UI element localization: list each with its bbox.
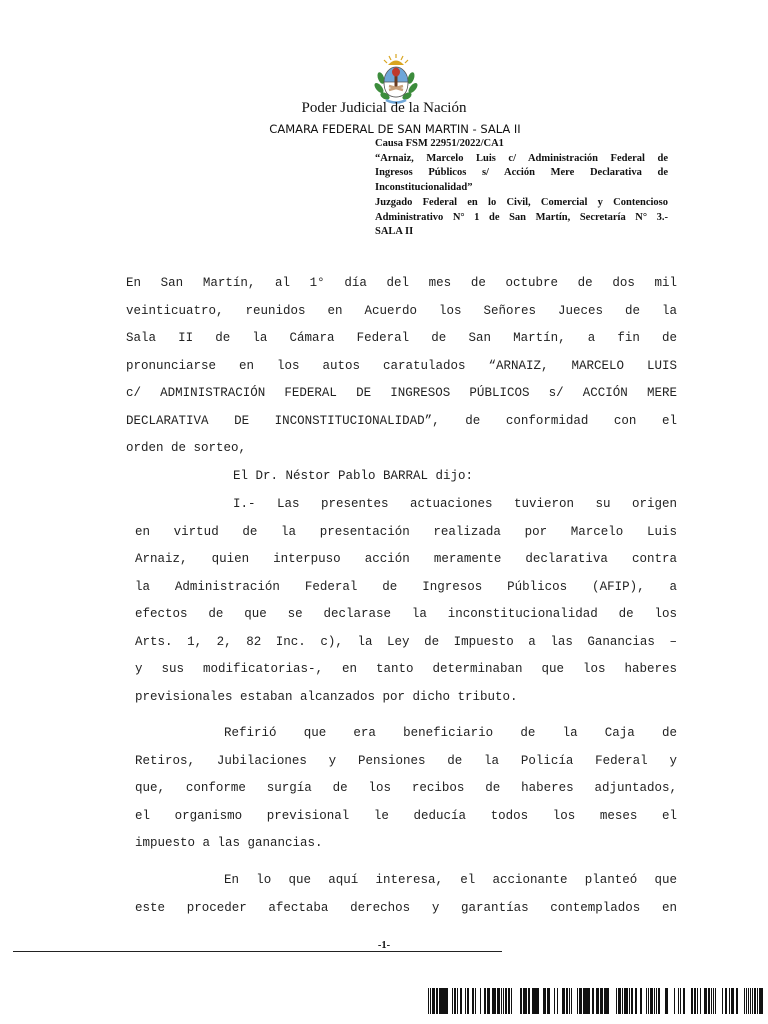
chamber-line: SALA II [375, 226, 414, 238]
paragraph-beneficiary [135, 720, 677, 858]
text-line: I.- Las presentes actuaciones tuvieron su origen [233, 497, 677, 511]
text-line: que, conforme surgía de los recibos de haberes adjuntados, [135, 781, 677, 795]
barcode-icon [428, 988, 763, 1014]
institution-title: Poder Judicial de la Nación [301, 100, 467, 116]
case-number: Causa FSM 22951/2022/CA1 [375, 138, 504, 149]
text-line: veinticuatro, reunidos en Acuerdo los Señores Jueces de la [126, 303, 677, 318]
case-caption-line: Inconstitucionalidad” [375, 182, 473, 194]
text-line: pronunciarse en los autos caratulados “ARNAIZ, MARCELO LUIS [126, 358, 677, 373]
text-line: Arnaiz, quien interpuso acción meramente declarativa contra [135, 552, 677, 566]
case-caption-line: Ingresos Públicos s/ Acción Mere Declarativa de [375, 167, 668, 179]
text-line: y sus modificatorias-, en tanto determinaban que los haberes [135, 662, 677, 676]
text-line: la Administración Federal de Ingresos Públicos (AFIP), a [135, 579, 677, 594]
text-line: en virtud de la presentación realizada por Marcelo Luis [135, 524, 677, 539]
coat-of-arms-icon [372, 52, 420, 106]
court-line: Juzgado Federal en lo Civil, Comercial y Contencioso [375, 196, 668, 208]
case-caption-line: “Arnaiz, Marcelo Luis c/ Administración Federal de [375, 152, 668, 164]
text-line: este proceder afectaba derechos y garantías contemplados en [135, 900, 677, 915]
text-line: c/ ADMINISTRACIÓN FEDERAL DE INGRESOS PÚBLICOS s/ ACCIÓN MERE [126, 386, 677, 400]
text-line: previsionales estaban alcanzados por dicho tributo. [135, 689, 518, 704]
text-line: el organismo previsional le deducía todos los meses el [135, 808, 677, 823]
text-line: DECLARATIVA DE INCONSTITUCIONALIDAD”, de conformidad con el [126, 413, 677, 428]
judge-intro [233, 463, 473, 491]
text-line: Retiros, Jubilaciones y Pensiones de la Policía Federal y [135, 753, 677, 768]
text-line: En lo que aquí interesa, el accionante planteó que [224, 873, 677, 887]
text-line: Arts. 1, 2, 82 Inc. c), la Ley de Impuesto a las Ganancias – [135, 634, 677, 649]
paragraph-claim [135, 867, 677, 922]
text-line: efectos de que se declarase la inconstitucionalidad de los [135, 607, 677, 621]
text-line: En San Martín, al 1° día del mes de octubre de dos mil [126, 276, 677, 290]
case-info [375, 137, 668, 240]
text-line: Sala II de la Cámara Federal de San Martín, a fin de [126, 331, 677, 345]
text-line: Refirió que era beneficiario de la Caja de [224, 726, 677, 740]
text-line: orden de sorteo, [126, 441, 247, 455]
text-line: El Dr. Néstor Pablo BARRAL dijo: [233, 469, 474, 483]
page-number: -1- [377, 940, 391, 951]
court-line: Administrativo N° 1 de San Martín, Secretaría N° 3.- [375, 211, 668, 223]
text-line: impuesto a las ganancias. [135, 836, 323, 850]
paragraph-opening [126, 270, 677, 463]
paragraph-origin [135, 491, 677, 711]
footer-divider [13, 951, 502, 952]
chamber-title: CAMARA FEDERAL DE SAN MARTIN - SALA II [269, 122, 521, 136]
